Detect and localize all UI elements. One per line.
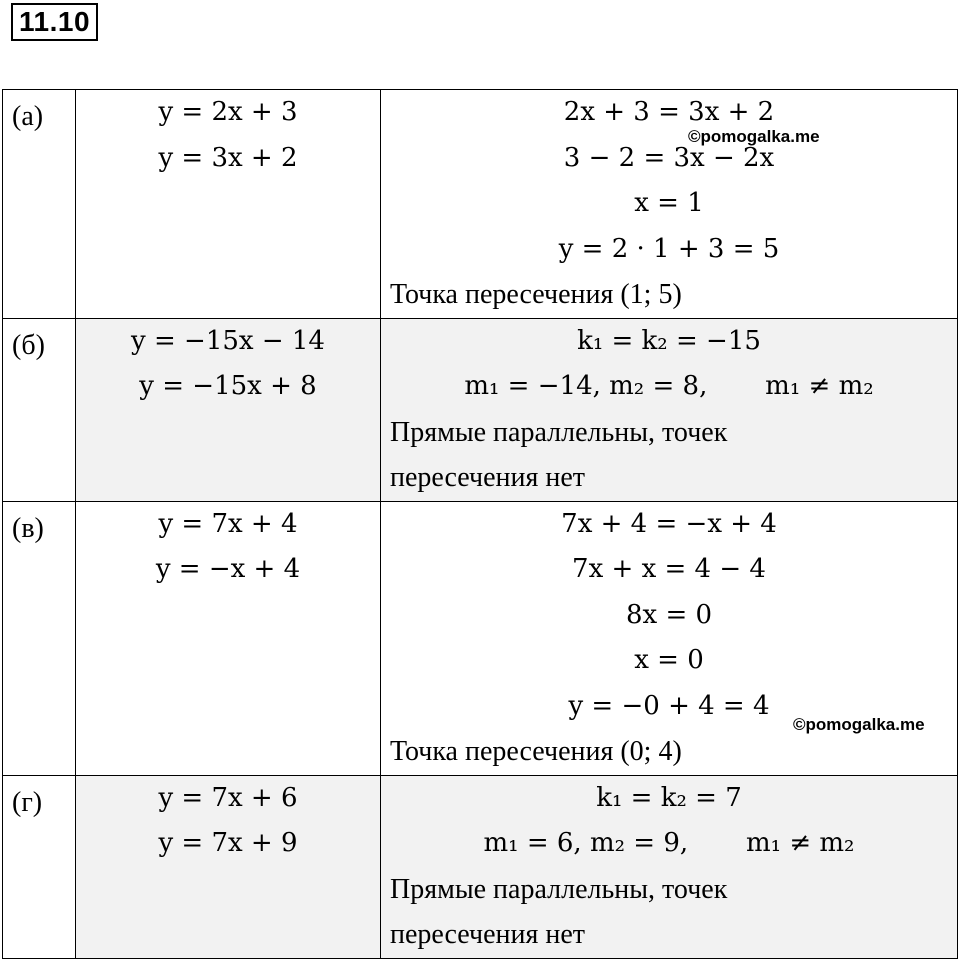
solution-line: m₁ = 6, m₂ = 9, m₁ ≠ m₂ [483,828,855,858]
solution-line: 7x + x = 4 − 4 [572,554,766,584]
solution-line: 8x = 0 [625,599,713,630]
row-label: (б) [12,329,45,361]
solution-line: Прямые параллельны, точек [390,416,728,448]
system-equation: y = 7x + 9 [158,828,298,858]
system-cell [76,318,381,501]
solution-line: пересечения нет [390,462,586,493]
row-label: (г) [12,786,43,818]
solution-cell [381,318,958,501]
table-row [3,318,958,501]
solution-line: пересечения нет [390,919,586,950]
system-equation: y = 2x + 3 [158,97,298,127]
solution-line: x = 0 [634,645,704,675]
solution-line: y = −0 + 4 = 4 [568,690,770,721]
solution-line: Прямые параллельны, точек [390,873,728,905]
solution-line: Точка пересечения (0; 4) [390,736,682,767]
system-equation: y = 7x + 4 [158,508,298,539]
system-equation: y = 3x + 2 [158,142,298,173]
row-label: (в) [12,512,44,544]
solution-line: Точка пересечения (1; 5) [390,279,682,310]
solution-line: 2x + 3 = 3x + 2 [563,97,775,127]
system-equation: y = 7x + 6 [158,782,298,813]
system-equation: y = −15x − 14 [131,325,325,356]
solutions-table [2,89,958,959]
solution-line: m₁ = −14, m₂ = 8, m₁ ≠ m₂ [464,371,874,401]
solution-line: x = 1 [634,188,704,218]
solution-cell [381,775,958,958]
system-cell [76,90,381,319]
table-row [3,90,958,319]
solution-line: 3 − 2 = 3x − 2x [563,142,775,173]
solution-line: k₁ = k₂ = −15 [577,325,761,356]
watermark: ©pomogalka.me [688,127,820,146]
solution-line: k₁ = k₂ = 7 [596,782,742,813]
task-number: 11.10 [11,3,98,41]
system-cell [76,501,381,775]
system-equation: y = −x + 4 [155,554,301,584]
table-row [3,775,958,958]
system-equation: y = −15x + 8 [139,371,317,401]
solution-line: 7x + 4 = −x + 4 [561,508,777,539]
solution-cell [381,90,958,319]
system-cell [76,775,381,958]
solution-line: y = 2 · 1 + 3 = 5 [558,233,780,264]
row-label: (а) [12,101,44,132]
watermark: ©pomogalka.me [793,715,925,734]
